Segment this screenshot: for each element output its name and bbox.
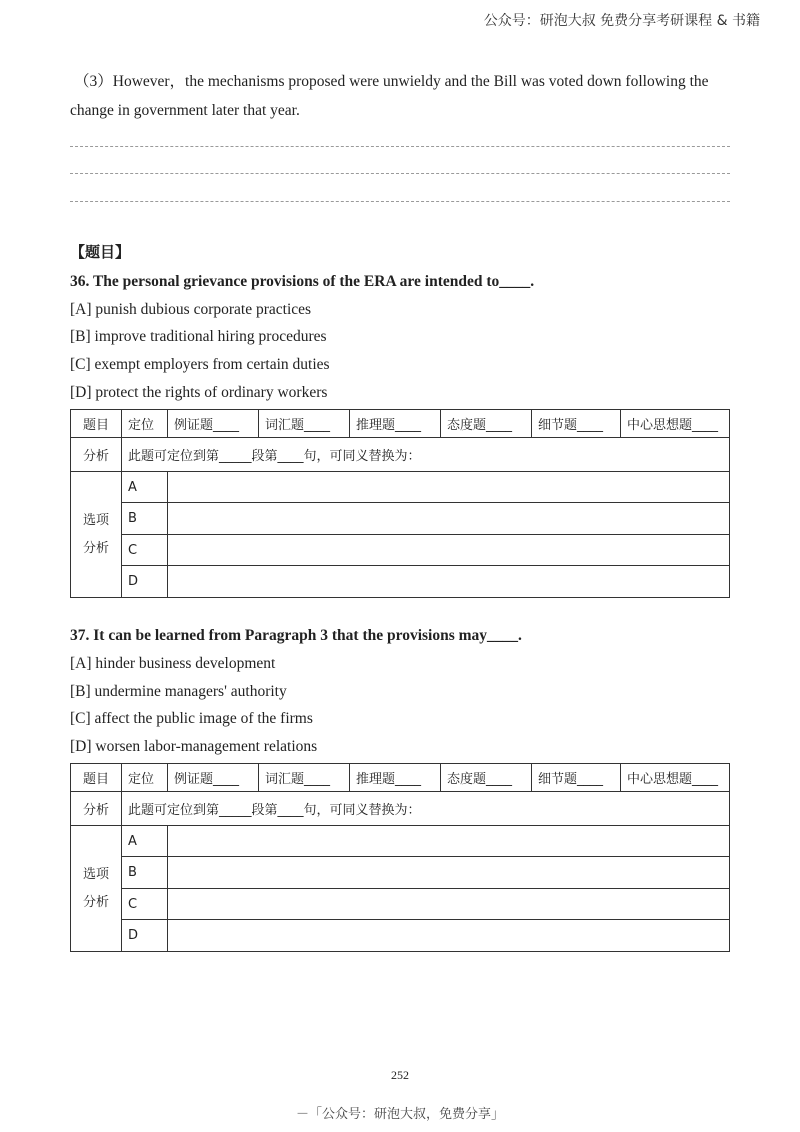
table-label-analysis: 分析 [71,438,122,472]
question-37-stem: 37. It can be learned from Paragraph 3 that the provisions may____. [70,627,522,644]
option-letter-d: D [122,920,168,952]
question-37-option-d: [D] worsen labor-management relations [70,738,318,755]
locate-cell: 定位 [122,410,168,438]
passage-line-1: （3）However，the mechanisms proposed were unwieldy and the Bill was voted down following the [74,73,709,90]
type-attitude: 态度题____ [441,410,532,438]
type-vocabulary: 词汇题____ [259,410,350,438]
table-label-title: 题目 [71,410,122,438]
passage-line-2: change in government later that year. [70,102,300,119]
option-analysis-c[interactable] [168,535,730,566]
option-letter-a: A [122,826,168,857]
page-number: 252 [391,1068,409,1082]
question-36-option-a: [A] punish dubious corporate practices [70,301,312,318]
option-analysis-c[interactable] [168,889,730,920]
option-letter-b: B [122,503,168,535]
option-analysis-b[interactable] [168,857,730,889]
options-analysis-label: 选项 分析 [71,826,122,952]
footer-watermark: －「公众号：研泡大叔，免费分享」 [295,1107,504,1122]
section-label: 【题目】 [70,243,131,261]
type-main-idea: 中心思想题____ [621,764,730,792]
options-analysis-label: 选项 分析 [71,472,122,598]
analysis-table-37 [70,763,730,952]
question-37-option-b: [B] undermine managers' authority [70,683,287,700]
locate-cell: 定位 [122,764,168,792]
type-example: 例证题____ [168,410,259,438]
question-36-stem: 36. The personal grievance provisions of the ERA are intended to____. [70,273,535,290]
option-analysis-d[interactable] [168,566,730,598]
option-letter-d: D [122,566,168,598]
option-letter-c: C [122,889,168,920]
question-37-option-a: [A] hinder business development [70,655,276,672]
question-36-option-d: [D] protect the rights of ordinary workers [70,384,328,401]
analysis-table-36 [70,409,730,598]
option-analysis-a[interactable] [168,826,730,857]
option-letter-c: C [122,535,168,566]
option-letter-b: B [122,857,168,889]
type-detail: 细节题____ [532,410,621,438]
type-example: 例证题____ [168,764,259,792]
question-36-option-c: [C] exempt employers from certain duties [70,356,330,373]
option-analysis-a[interactable] [168,472,730,503]
question-37-option-c: [C] affect the public image of the firms [70,710,313,727]
type-main-idea: 中心思想题____ [621,410,730,438]
answer-line-2 [70,173,730,174]
locate-sentence: 此题可定位到第_____段第____句，可同义替换为： [122,792,730,826]
type-inference: 推理题____ [350,410,441,438]
locate-sentence: 此题可定位到第_____段第____句，可同义替换为： [122,438,730,472]
option-letter-a: A [122,472,168,503]
header-watermark: 公众号：研泡大叔 免费分享考研课程 & 书籍 [483,13,760,29]
answer-line-3 [70,201,730,202]
type-detail: 细节题____ [532,764,621,792]
question-36-option-b: [B] improve traditional hiring procedures [70,328,327,345]
type-vocabulary: 词汇题____ [259,764,350,792]
type-inference: 推理题____ [350,764,441,792]
table-label-analysis: 分析 [71,792,122,826]
option-analysis-b[interactable] [168,503,730,535]
option-analysis-d[interactable] [168,920,730,952]
table-label-title: 题目 [71,764,122,792]
answer-line-1 [70,146,730,147]
type-attitude: 态度题____ [441,764,532,792]
